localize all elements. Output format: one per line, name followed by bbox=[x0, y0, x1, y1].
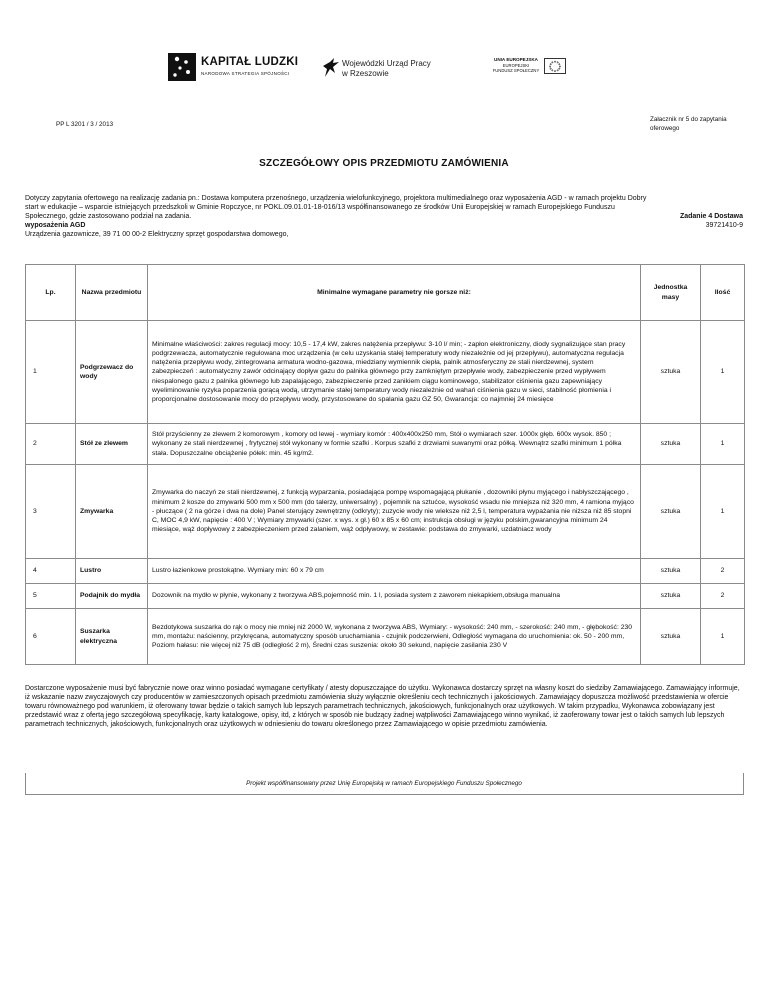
table-header-row bbox=[26, 265, 745, 321]
eu-logo-line2: EUROPEJSKI bbox=[502, 62, 530, 68]
row-unit: sztuka bbox=[641, 321, 701, 424]
page-title: SZCZEGÓŁOWY OPIS PRZEDMIOTU ZAMÓWIENIA bbox=[259, 158, 509, 169]
row-lp: 5 bbox=[26, 584, 76, 609]
row-name: Zmywarka bbox=[76, 465, 148, 559]
row-qty: 1 bbox=[701, 609, 745, 665]
row-name: Suszarka elektryczna bbox=[76, 609, 148, 665]
row-params: Lustro łazienkowe prostokątne. Wymiary min: 60 x 79 cm bbox=[148, 559, 641, 584]
intro-cpv-code: 39721410-9 bbox=[705, 222, 743, 229]
intro-task-name: wyposażenia AGD bbox=[25, 222, 86, 229]
row-lp: 6 bbox=[26, 609, 76, 665]
wup-logo bbox=[322, 57, 442, 87]
closing-paragraph: Dostarczone wyposażenie musi być fabrycznie nowe oraz winno posiadać wymagane certyfikaty / atesty dopuszczające do użytku. Wykonawca dostarczy sprzęt na własny koszt do siedziby Zamawiającego. Zamawiający informuje, iż wskazanie nazw zwyczajowych czy producentów w zamieszczonych opisach przedmiotu zamówienia służy wyłącznie określeniu cech technicznych i jakościowych. Zamawiający dopuszcza możliwość przedstawienia w ofercie towaru równoważnego pod warunkiem, iż oferowany towar będzie o takich samych lub lepszych parametrach technicznych, jakościowych, funkcjonalnych oraz użytkowych. W takim przypadku, Wykonawca zobowiązany jest przedstawić wraz z ofertą jego szczegółową specyfikację, karty katalogowe, opisy, itd, z których w sposób nie budzący żadnej wątpliwości Zamawiającego winno wynikać, iż zaoferowany towar jest o takich samych lub lepszych parametrach technicznych, jakościowych, funkcjonalnych oraz użytkowych w odniesieniu do towaru określonego przez Zamawiającego w opisie przedmiotu zamówienia. bbox=[25, 685, 740, 729]
table-row bbox=[26, 321, 745, 424]
wup-name-line2: w Rzeszowie bbox=[342, 69, 389, 78]
table-row bbox=[26, 424, 745, 465]
table-row bbox=[26, 465, 745, 559]
row-qty: 1 bbox=[701, 465, 745, 559]
row-params: Zmywarka do naczyń ze stali nierdzewnej, z funkcją wyparzania, posiadająca pompę wspomagającą płukanie , dozowniki płynu myjącego i nabłyszczającego , minimum 2 kosze do zmywarki 500 mm x 500 mm (do talerzy, uniwersalny) , pojemnik na sztućce, wysokość wsadu nie mniejsza niż 320 mm, 4 ramiona myjąco - płuczące ( 2 na górze i dwa na dole) Panel sterujący zewnętrzny (odkryty); zuzycie wody nie wieksze niż 2,5 l, temperatura wypażania nie niższa niż 85 stopni C, MOC 4,9 kW, napięcie : 400 V ; Wymiary zmywarki (szer. x wys. x gł.) 60 x 85 x 60 cm; instrukcja obsługi w języku polskim,gwarancyjna minimum 24 miesiące, wąż dopływowy z zabezpieczeniem przed zalaniem, wąż odpływowy, w zestawie: podstawa do zmywarki, uzdatniacz wody bbox=[148, 465, 641, 559]
intro-line5: Urządzenia gazownicze, 39 71 00 00-2 Elektryczny sprzęt gospodarstwa domowego, bbox=[25, 231, 289, 238]
row-params: Bezdotykowa suszarka do rąk o mocy nie mniej niż 2000 W, wykonana z tworzywa ABS, Wymiary: - wysokość: 240 mm, - szerokość: 240 mm, - głębokość: 230 mm, montażu: naścienny, przykręcana, automatyczny sposób uruchamiania - czujnik podczerwieni, Odległość wymagana do uruchomienia: ok. 50 - 200 mm, Poziom hałasu: nie więcej niż 75 dB (odległość 2 m), Średni czas suszenia: około 30 sekund, napięcie zasilania 230 V bbox=[148, 609, 641, 665]
eu-logo-line1: UNIA EUROPEJSKA bbox=[494, 57, 538, 62]
specification-table bbox=[25, 264, 745, 665]
wup-name-line1: Wojewódzki Urząd Pracy bbox=[342, 59, 431, 68]
kapital-ludzki-subtitle: NARODOWA STRATEGIA SPÓJNOŚCI bbox=[201, 71, 290, 76]
header-unit: Jednostka masy bbox=[641, 265, 701, 321]
row-qty: 2 bbox=[701, 559, 745, 584]
intro-line1: Dotyczy zapytania ofertowego na realizację zadania pn.: Dostawa komputera przenośnego, urządzenia wielofunkcyjnego, projektora multimedialnego oraz wyposażenia AGD - w ramach projektu Dobry bbox=[25, 195, 647, 202]
intro-line2: start w edukacjie – wsparcie istniejących przedszkoli w Gminie Ropczyce, nr POKL.09.01.01-18-016/13 współfinansowanego ze środków Unii Europejskiej w ramach Europejskiego Funduszu bbox=[25, 204, 615, 211]
table-row bbox=[26, 584, 745, 609]
row-params: Stół przyścienny ze zlewem 2 komorowym , komory od lewej - wymiary komór : 400x400x250 mm, Stół o wymiarach szer. 1000x głęb. 600x wysok. 850 ; wykonany ze stali nierdzewnej , frytycznej stół wykonany w formie szafki . Korpus szafki z drzwiami suwanymi oraz półką. Wewnątrz szafki minimum 1 półka stała. Dopuszczalne obciążenie półek: min. 45 kg/m2. bbox=[148, 424, 641, 465]
row-name: Lustro bbox=[76, 559, 148, 584]
row-name: Podgrzewacz do wody bbox=[76, 321, 148, 424]
kapital-ludzki-logo bbox=[168, 53, 298, 83]
row-lp: 1 bbox=[26, 321, 76, 424]
row-qty: 1 bbox=[701, 424, 745, 465]
row-qty: 2 bbox=[701, 584, 745, 609]
row-unit: sztuka bbox=[641, 559, 701, 584]
header-qty: Ilość bbox=[701, 265, 745, 321]
eu-logo-line3: FUNDUSZ SPOŁECZNY bbox=[492, 68, 540, 73]
row-unit: sztuka bbox=[641, 584, 701, 609]
kapital-ludzki-title: KAPITAŁ LUDZKI bbox=[201, 56, 299, 68]
header-params: Minimalne wymagane parametry nie gorsze niż: bbox=[148, 265, 641, 321]
row-lp: 3 bbox=[26, 465, 76, 559]
annex-note-line2: oferowego bbox=[650, 125, 680, 132]
row-name: Podajnik do mydła bbox=[76, 584, 148, 609]
kapital-ludzki-emblem-icon bbox=[168, 53, 196, 81]
row-params: Minimalne właściwości: zakres regulacji mocy: 10,5 - 17,4 kW, zakres natężenia przepływu: 3-10 l/ min; - zapłon elektroniczny, diody sygnalizujące stan pracy podgrzewacza, automatycznie regulowana moc urządzenia (w celu uzyskania stałej temperatury wody niezależnie od jej przepływu), automatyczna regulacja natężenia przepływu wody, zintegrowana armatura wodno-gazowa, miedziany wymiennik ciepła, palnik atmosferyczny ze stali nierdzewnej, system zabezpieczeń : automatyczny zawór odcinający dopływ gazu do palnika głównego przy zamkniętym przepływie wody, zabezpieczenie przed wypływem niespalonego gazu z palnika głównego lub zapalającego, zabezpieczenie przed zanikiem ciągu kominowego, stabilizator ciśnienia gazu zapewniający wyeliminowanie ryzyka poparzenia gorącą wodą, utrzymanie stałej temperatury wody niezależnie od wahań ciśnienia gazu w sieci, stabilność płomienia i proporcjonalne dostosowanie mocy do przepływu wody, przystosowane do spalania gazu GZ 50, Gwarancja: co najmniej 24 miesięce bbox=[148, 321, 641, 424]
header-lp: Lp. bbox=[26, 265, 76, 321]
eu-flag-icon bbox=[544, 58, 566, 74]
row-params: Dozownik na mydło w płynie, wykonany z tworzywa ABS,pojemność min. 1 l, posiada system z zaworem niekapkiem,obsługa manualna bbox=[148, 584, 641, 609]
row-name: Stół ze zlewem bbox=[76, 424, 148, 465]
row-unit: sztuka bbox=[641, 424, 701, 465]
eu-logo bbox=[486, 56, 572, 82]
row-qty: 1 bbox=[701, 321, 745, 424]
row-lp: 4 bbox=[26, 559, 76, 584]
intro-line3-left: Społecznego, gdzie zastosowano podział na zadania. bbox=[25, 213, 192, 220]
header-name: Nazwa przedmiotu bbox=[76, 265, 148, 321]
footer-note: Projekt współfinansowany przez Unię Europejską w ramach Europejskiego Funduszu Społecznego bbox=[246, 780, 522, 787]
annex-note-line1: Załacznik nr 5 do zapytania bbox=[650, 116, 727, 123]
wup-bird-icon bbox=[322, 57, 340, 79]
row-unit: sztuka bbox=[641, 609, 701, 665]
annex-note bbox=[650, 115, 760, 133]
row-unit: sztuka bbox=[641, 465, 701, 559]
intro-paragraph bbox=[25, 194, 743, 239]
table-row bbox=[26, 559, 745, 584]
intro-task-label: Zadanie 4 Dostawa bbox=[679, 213, 743, 220]
row-lp: 2 bbox=[26, 424, 76, 465]
table-row bbox=[26, 609, 745, 665]
reference-number: PP L 3201 / 3 / 2013 bbox=[56, 121, 114, 128]
